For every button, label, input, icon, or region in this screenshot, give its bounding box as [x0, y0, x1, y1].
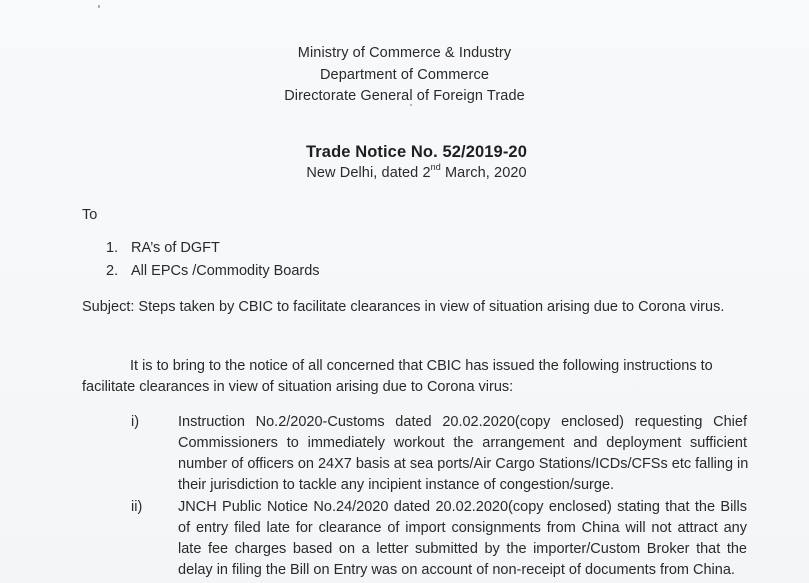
instruction-marker: i)	[131, 414, 140, 430]
notice-date: New Delhi, dated 2nd March, 2020	[306, 162, 527, 181]
instruction-line: late fee charges based on a letter submitted by the importer/Custom Broker that the	[178, 541, 747, 557]
department-name: Department of Commerce	[319, 67, 489, 83]
scan-speck	[410, 104, 412, 106]
scan-speck	[98, 5, 100, 8]
ministry-name: Ministry of Commerce & Industry	[297, 45, 512, 61]
instruction-line: delay in filing the Bill on Entry was on account of non-receipt of documents from China.	[178, 562, 735, 578]
instruction-line: Instruction No.2/2020-Customs dated 20.02.2020(copy enclosed) requesting Chief	[178, 414, 747, 430]
intro-line-1: It is to bring to the notice of all concerned that CBIC has issued the following instructions to	[130, 358, 713, 374]
recipient-item: RA’s of DGFT	[131, 240, 220, 256]
subject-line: Subject: Steps taken by CBIC to facilitate clearances in view of situation arising due to Corona virus.	[82, 299, 725, 315]
instruction-line: of entry filed late for clearance of import consignments from China will not attract any	[178, 520, 747, 536]
instruction-line: Commissioners to immediately workout the arrangement and deployment sufficient	[178, 435, 747, 451]
instruction-line: their jurisdiction to tackle any incipient instance of congestion/surge.	[178, 477, 615, 493]
instruction-line: number of officers on 24X7 basis at sea ports/Air Cargo Stations/ICDs/CFSs etc falling in	[178, 456, 749, 472]
to-label: To	[82, 207, 98, 223]
instruction-marker: ii)	[131, 499, 143, 515]
recipient-number: 1.	[106, 240, 119, 256]
notice-title: Trade Notice No. 52/2019-20	[306, 143, 527, 161]
instruction-line: JNCH Public Notice No.24/2020 dated 20.02.2020(copy enclosed) stating that the Bills	[178, 499, 747, 515]
recipient-item: All EPCs /Commodity Boards	[131, 263, 320, 279]
intro-line-2: facilitate clearances in view of situation arising due to Corona virus:	[82, 379, 514, 395]
directorate-name: Directorate General of Foreign Trade	[284, 88, 525, 104]
recipient-number: 2.	[106, 263, 119, 279]
